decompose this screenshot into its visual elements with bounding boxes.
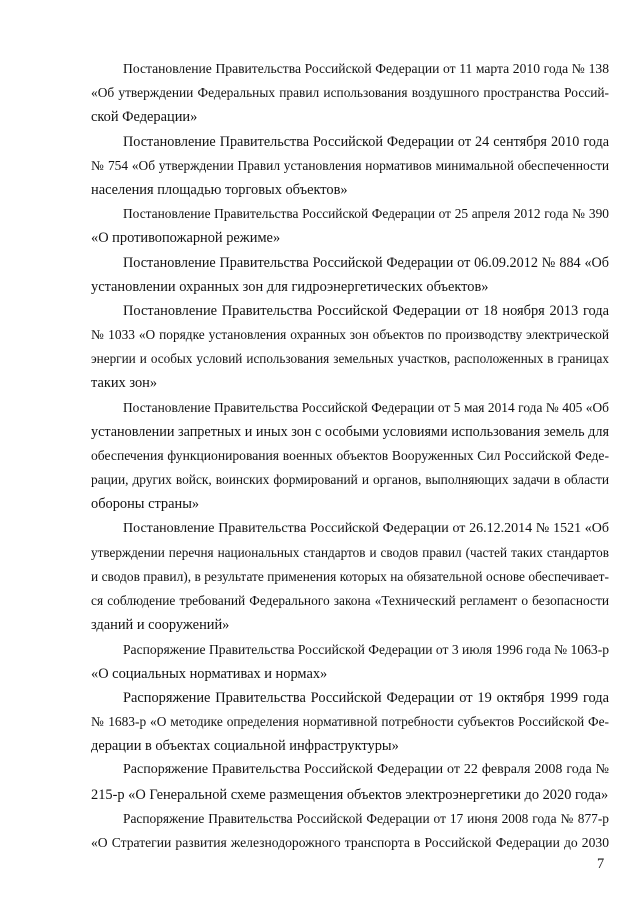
text-line: утверждении перечня национальных стандартов и сводов правил (частей таких стандартов [91,544,609,560]
text-line: Распоряжение Правительства Российской Федерации от 22 февраля 2008 года № [123,762,609,778]
text-line: № 1033 «О порядке установления охранных зон объектов по производству электрической [91,327,609,343]
text-line: 215-р «О Генеральной схеме размещения объектов электроэнергетики до 2020 года» [91,786,609,803]
text-line: ской Федерации» [91,109,198,126]
text-line: Постановление Правительства Российской Федерации от 26.12.2014 № 1521 «Об [123,520,609,536]
regulation-paragraph [91,396,609,517]
text-line: ся соблюдение требований Федерального закона «Технический регламент о безопасности [91,593,609,609]
text-line: энергии и особых условий использования земельных участков, расположенных в границах [91,351,609,367]
regulation-paragraph [91,638,609,686]
text-line: № 754 «Об утверждении Правил установления нормативов минимальной обеспеченности [91,157,609,173]
text-line: обеспечения функционирования военных объектов Вооруженных Сил Российской Феде- [91,448,609,463]
text-line: установлении запретных и иных зон с особыми условиями использования земель для [91,423,609,440]
regulation-paragraph [91,202,609,250]
text-line: «Об утверждении Федеральных правил использования воздушного пространства Россий- [91,85,609,101]
regulation-paragraph [91,57,609,130]
regulation-paragraph [91,251,609,299]
text-line: «О Стратегии развития железнодорожного транспорта в Российской Федерации до 2030 [91,835,609,850]
text-line: Распоряжение Правительства Российской Федерации от 3 июля 1996 года № 1063-р [123,641,610,657]
text-line: обороны страны» [91,496,200,513]
page-number: 7 [597,856,605,872]
regulation-paragraph [91,807,609,855]
regulation-paragraph [91,758,609,806]
text-line: населения площадью торговых объектов» [91,181,348,198]
regulation-paragraph [91,686,609,759]
regulation-paragraph [91,130,609,203]
text-line: «О социальных нормативах и нормах» [91,665,328,682]
text-line: таких зон» [91,375,158,392]
text-line: Постановление Правительства Российской Федерации от 11 марта 2010 года № 138 [123,61,609,76]
text-line: Распоряжение Правительства Российской Федерации от 19 октября 1999 года [123,689,609,706]
text-line: Постановление Правительства Российской Федерации от 18 ноября 2013 года [123,302,609,319]
text-line: рации, других войск, воинских формирований и органов, выполняющих задачи в области [91,472,609,488]
text-line: дерации в объектах социальной инфраструктуры» [91,738,399,755]
text-line: Постановление Правительства Российской Федерации от 06.09.2012 № 884 «Об [123,254,609,271]
text-line: «О противопожарной режиме» [91,230,281,247]
text-line: № 1683-р «О методике определения нормативной потребности субъектов Российской Фе- [91,714,609,730]
text-line: установлении охранных зон для гидроэнергетических объектов» [91,278,489,295]
text-line: и сводов правил), в результате применения которых на обязательной основе обеспечивает- [91,568,609,584]
text-line: Распоряжение Правительства Российской Федерации от 17 июня 2008 года № 877-р [123,810,609,826]
text-line: Постановление Правительства Российской Федерации от 5 мая 2014 года № 405 «Об [123,399,609,415]
regulation-paragraph [91,299,609,396]
text-line: зданий и сооружений» [91,617,230,634]
regulation-paragraph [91,517,609,638]
text-line: Постановление Правительства Российской Федерации от 24 сентября 2010 года [123,133,609,150]
document-body [91,57,609,855]
text-line: Постановление Правительства Российской Федерации от 25 апреля 2012 года № 390 [123,206,609,222]
